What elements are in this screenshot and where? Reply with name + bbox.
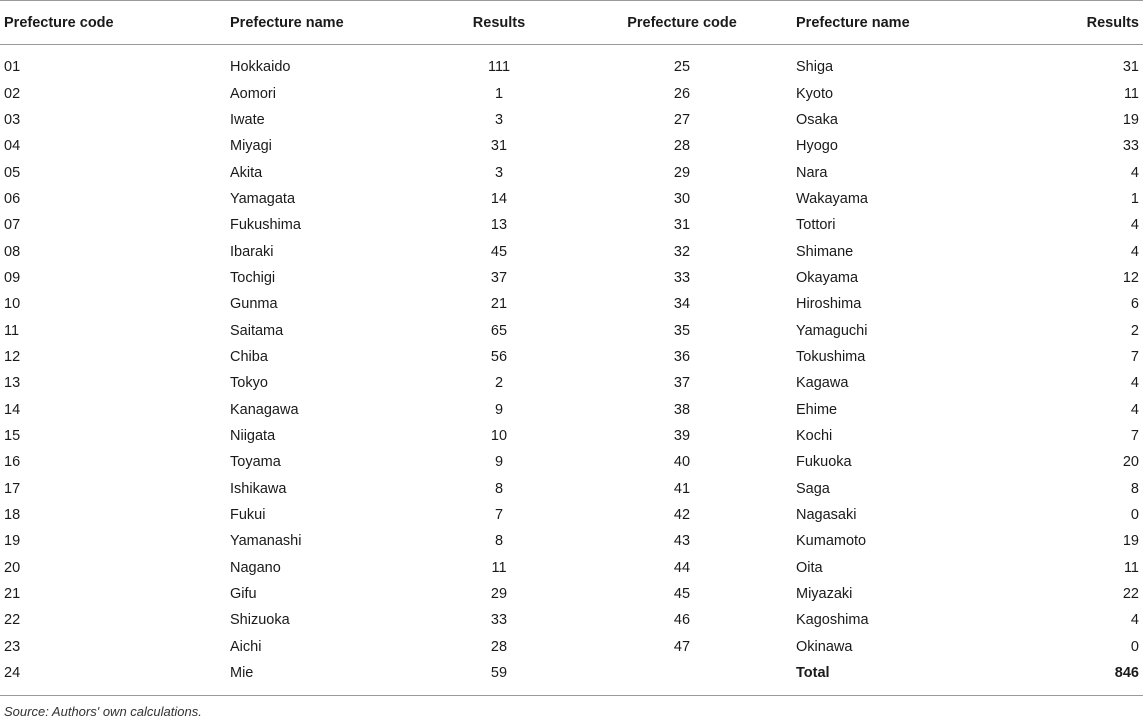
cell-name-left: Iwate — [230, 111, 265, 128]
cell-name-right: Ehime — [796, 401, 838, 418]
cell-name-right: Total — [792, 660, 1012, 696]
cell-code-right: 32 — [673, 243, 691, 260]
cell-code-right: 45 — [673, 586, 691, 603]
cell-results-right: 12 — [1122, 269, 1139, 286]
cell-results-right: 4 — [1130, 217, 1139, 234]
table-row — [0, 660, 1143, 696]
table-row — [0, 555, 1143, 581]
cell-code-left: 08 — [4, 243, 21, 260]
cell-name-left: Fukui — [230, 507, 266, 524]
table-row — [0, 396, 1143, 422]
cell-results-right: 11 — [1123, 559, 1139, 576]
cell-results-left: 33 — [490, 612, 508, 629]
cell-results-left: 37 — [490, 269, 508, 286]
cell-results-left: 13 — [490, 217, 508, 234]
cell-results-left: 111 — [487, 59, 511, 76]
cell-code-right: 44 — [673, 559, 691, 576]
cell-name-left: Ibaraki — [230, 243, 274, 260]
cell-results-right: 4 — [1130, 164, 1139, 181]
cell-results-left: 8 — [494, 480, 504, 497]
header-prefecture-code-left: Prefecture code — [0, 1, 226, 45]
table-row — [0, 133, 1143, 159]
cell-code-right: 29 — [673, 164, 691, 181]
cell-code-left: 21 — [4, 586, 21, 603]
cell-results-left: 31 — [490, 138, 508, 155]
header-results-right: Results — [1012, 1, 1143, 45]
cell-code-left: 01 — [4, 59, 21, 76]
cell-code-left: 18 — [4, 507, 21, 524]
cell-name-left: Gunma — [230, 296, 278, 313]
table-row — [0, 423, 1143, 449]
cell-results-right: 2 — [1130, 322, 1139, 339]
cell-name-left: Kanagawa — [230, 401, 299, 418]
cell-code-right: 40 — [673, 454, 691, 471]
cell-results-left: 21 — [490, 296, 508, 313]
cell-results-right: 19 — [1122, 111, 1139, 128]
cell-name-right: Kumamoto — [796, 533, 867, 550]
cell-results-right: 8 — [1130, 480, 1139, 497]
cell-code-right: 26 — [673, 85, 691, 102]
table-row — [0, 45, 1143, 81]
cell-results-right: 33 — [1122, 138, 1139, 155]
cell-results-right: 19 — [1122, 533, 1139, 550]
cell-code-right: 46 — [673, 612, 691, 629]
cell-name-left: Aomori — [230, 85, 276, 102]
cell-name-right: Kagawa — [796, 375, 849, 392]
cell-name-right: Osaka — [796, 111, 838, 128]
cell-code-left: 02 — [4, 85, 21, 102]
cell-name-left: Saitama — [230, 322, 284, 339]
cell-results-right: 846 — [1012, 660, 1143, 696]
table-row — [0, 238, 1143, 264]
cell-code-left: 10 — [4, 296, 21, 313]
cell-name-right: Kagoshima — [796, 612, 869, 629]
cell-code-left: 24 — [0, 660, 226, 696]
cell-results-left: 9 — [494, 454, 504, 471]
cell-name-left: Aichi — [230, 638, 262, 655]
cell-code-left: 20 — [4, 559, 21, 576]
table-row — [0, 212, 1143, 238]
cell-name-right: Fukuoka — [796, 454, 852, 471]
cell-code-left: 03 — [4, 111, 21, 128]
cell-results-left: 2 — [494, 375, 504, 392]
cell-name-right: Okayama — [796, 269, 859, 286]
cell-name-left: Niigata — [230, 427, 276, 444]
cell-results-right: 4 — [1130, 612, 1139, 629]
cell-code-right: 36 — [673, 348, 691, 365]
cell-code-right: 30 — [673, 190, 691, 207]
cell-results-left: 59 — [426, 660, 572, 696]
cell-code-left: 19 — [4, 533, 21, 550]
cell-code-left: 15 — [4, 427, 21, 444]
cell-code-left: 06 — [4, 190, 21, 207]
cell-name-left: Ishikawa — [230, 480, 287, 497]
cell-code-right: 33 — [673, 269, 691, 286]
cell-results-left: 7 — [494, 507, 504, 524]
cell-code-left: 09 — [4, 269, 21, 286]
table-row — [0, 449, 1143, 475]
cell-name-right: Okinawa — [796, 638, 853, 655]
cell-results-right: 11 — [1123, 85, 1139, 102]
cell-name-right: Oita — [796, 559, 823, 576]
cell-code-right: 41 — [673, 480, 691, 497]
cell-name-right: Tokushima — [796, 348, 866, 365]
table-row — [0, 581, 1143, 607]
cell-name-left: Shizuoka — [230, 612, 290, 629]
cell-code-right: 37 — [673, 375, 691, 392]
cell-name-left: Yamagata — [230, 190, 296, 207]
cell-name-left: Tochigi — [230, 269, 276, 286]
cell-name-right: Miyazaki — [796, 586, 853, 603]
cell-name-right: Kyoto — [796, 85, 834, 102]
cell-results-right: 4 — [1130, 375, 1139, 392]
table-row — [0, 317, 1143, 343]
cell-code-left: 16 — [4, 454, 21, 471]
cell-name-right: Nara — [796, 164, 828, 181]
cell-name-right: Kochi — [796, 427, 833, 444]
cell-results-right: 22 — [1122, 586, 1139, 603]
cell-results-left: 10 — [490, 427, 508, 444]
cell-code-right: 28 — [673, 138, 691, 155]
cell-code-left: 13 — [4, 375, 21, 392]
table-row — [0, 159, 1143, 185]
cell-results-left: 11 — [491, 559, 507, 576]
cell-name-left: Tokyo — [230, 375, 268, 392]
cell-results-left: 9 — [494, 401, 504, 418]
cell-code-right: 42 — [673, 507, 691, 524]
cell-name-right: Yamaguchi — [796, 322, 868, 339]
cell-code-left: 11 — [4, 322, 20, 339]
table-header-row — [0, 1, 1143, 45]
cell-results-right: 4 — [1130, 401, 1139, 418]
cell-name-left: Yamanashi — [230, 533, 302, 550]
cell-results-right: 1 — [1130, 190, 1139, 207]
cell-name-left: Gifu — [230, 586, 257, 603]
source-note: Source: Authors' own calculations. — [4, 704, 202, 719]
table-row — [0, 607, 1143, 633]
cell-code-right: 39 — [673, 427, 691, 444]
header-prefecture-code-right: Prefecture code — [572, 1, 792, 45]
cell-code-right: 47 — [673, 638, 691, 655]
cell-code-right: 31 — [673, 217, 691, 234]
cell-results-right: 20 — [1122, 454, 1139, 471]
cell-results-right: 7 — [1130, 427, 1139, 444]
cell-results-left: 8 — [494, 533, 504, 550]
cell-code-right: 27 — [673, 111, 691, 128]
cell-results-left: 3 — [494, 164, 504, 181]
cell-code-left: 05 — [4, 164, 21, 181]
cell-code-left: 12 — [4, 348, 21, 365]
cell-name-right: Wakayama — [796, 190, 868, 207]
table-row — [0, 186, 1143, 212]
table-row — [0, 476, 1143, 502]
cell-results-right: 6 — [1130, 296, 1139, 313]
cell-name-left: Toyama — [230, 454, 281, 471]
cell-name-right: Hiroshima — [796, 296, 862, 313]
table-row — [0, 291, 1143, 317]
cell-results-left: 28 — [490, 638, 508, 655]
table-row — [0, 502, 1143, 528]
cell-name-left: Mie — [226, 660, 426, 696]
cell-name-right: Shimane — [796, 243, 854, 260]
cell-code-right: 35 — [673, 322, 691, 339]
cell-name-right: Nagasaki — [796, 507, 857, 524]
cell-results-right: 7 — [1130, 348, 1139, 365]
cell-name-right: Hyogo — [796, 138, 838, 155]
cell-name-left: Fukushima — [230, 217, 301, 234]
header-results-left: Results — [426, 1, 572, 45]
cell-name-left: Miyagi — [230, 138, 272, 155]
cell-name-right: Tottori — [796, 217, 836, 234]
cell-code-right: 43 — [673, 533, 691, 550]
table-row — [0, 528, 1143, 554]
cell-name-left: Hokkaido — [230, 59, 291, 76]
cell-name-left: Nagano — [230, 559, 281, 576]
cell-results-left: 14 — [490, 190, 508, 207]
cell-code-left: 17 — [4, 480, 21, 497]
cell-results-right: 4 — [1130, 243, 1139, 260]
cell-results-right: 0 — [1130, 507, 1139, 524]
cell-code-right: 25 — [673, 59, 691, 76]
table-row — [0, 107, 1143, 133]
cell-code-left: 23 — [4, 638, 21, 655]
table-row — [0, 344, 1143, 370]
cell-results-left: 29 — [490, 586, 508, 603]
cell-code-left: 04 — [4, 138, 21, 155]
cell-results-left: 1 — [494, 85, 504, 102]
cell-code-left: 07 — [4, 217, 21, 234]
cell-results-right: 0 — [1130, 638, 1139, 655]
cell-results-left: 3 — [494, 111, 504, 128]
cell-name-right: Shiga — [796, 59, 834, 76]
table-row — [0, 634, 1143, 660]
cell-results-left: 45 — [490, 243, 508, 260]
table-row — [0, 265, 1143, 291]
cell-code-right: 34 — [673, 296, 691, 313]
cell-results-left: 65 — [490, 322, 508, 339]
header-prefecture-name-right: Prefecture name — [792, 1, 1012, 45]
cell-name-left: Chiba — [230, 348, 268, 365]
cell-results-left: 56 — [490, 348, 508, 365]
cell-code-left: 14 — [4, 401, 21, 418]
header-prefecture-name-left: Prefecture name — [226, 1, 426, 45]
cell-code-right — [572, 660, 792, 696]
cell-name-left: Akita — [230, 164, 263, 181]
table-row — [0, 80, 1143, 106]
table-row — [0, 370, 1143, 396]
cell-results-right: 31 — [1122, 59, 1139, 76]
cell-code-right: 38 — [673, 401, 691, 418]
cell-code-left: 22 — [4, 612, 21, 629]
cell-name-right: Saga — [796, 480, 830, 497]
